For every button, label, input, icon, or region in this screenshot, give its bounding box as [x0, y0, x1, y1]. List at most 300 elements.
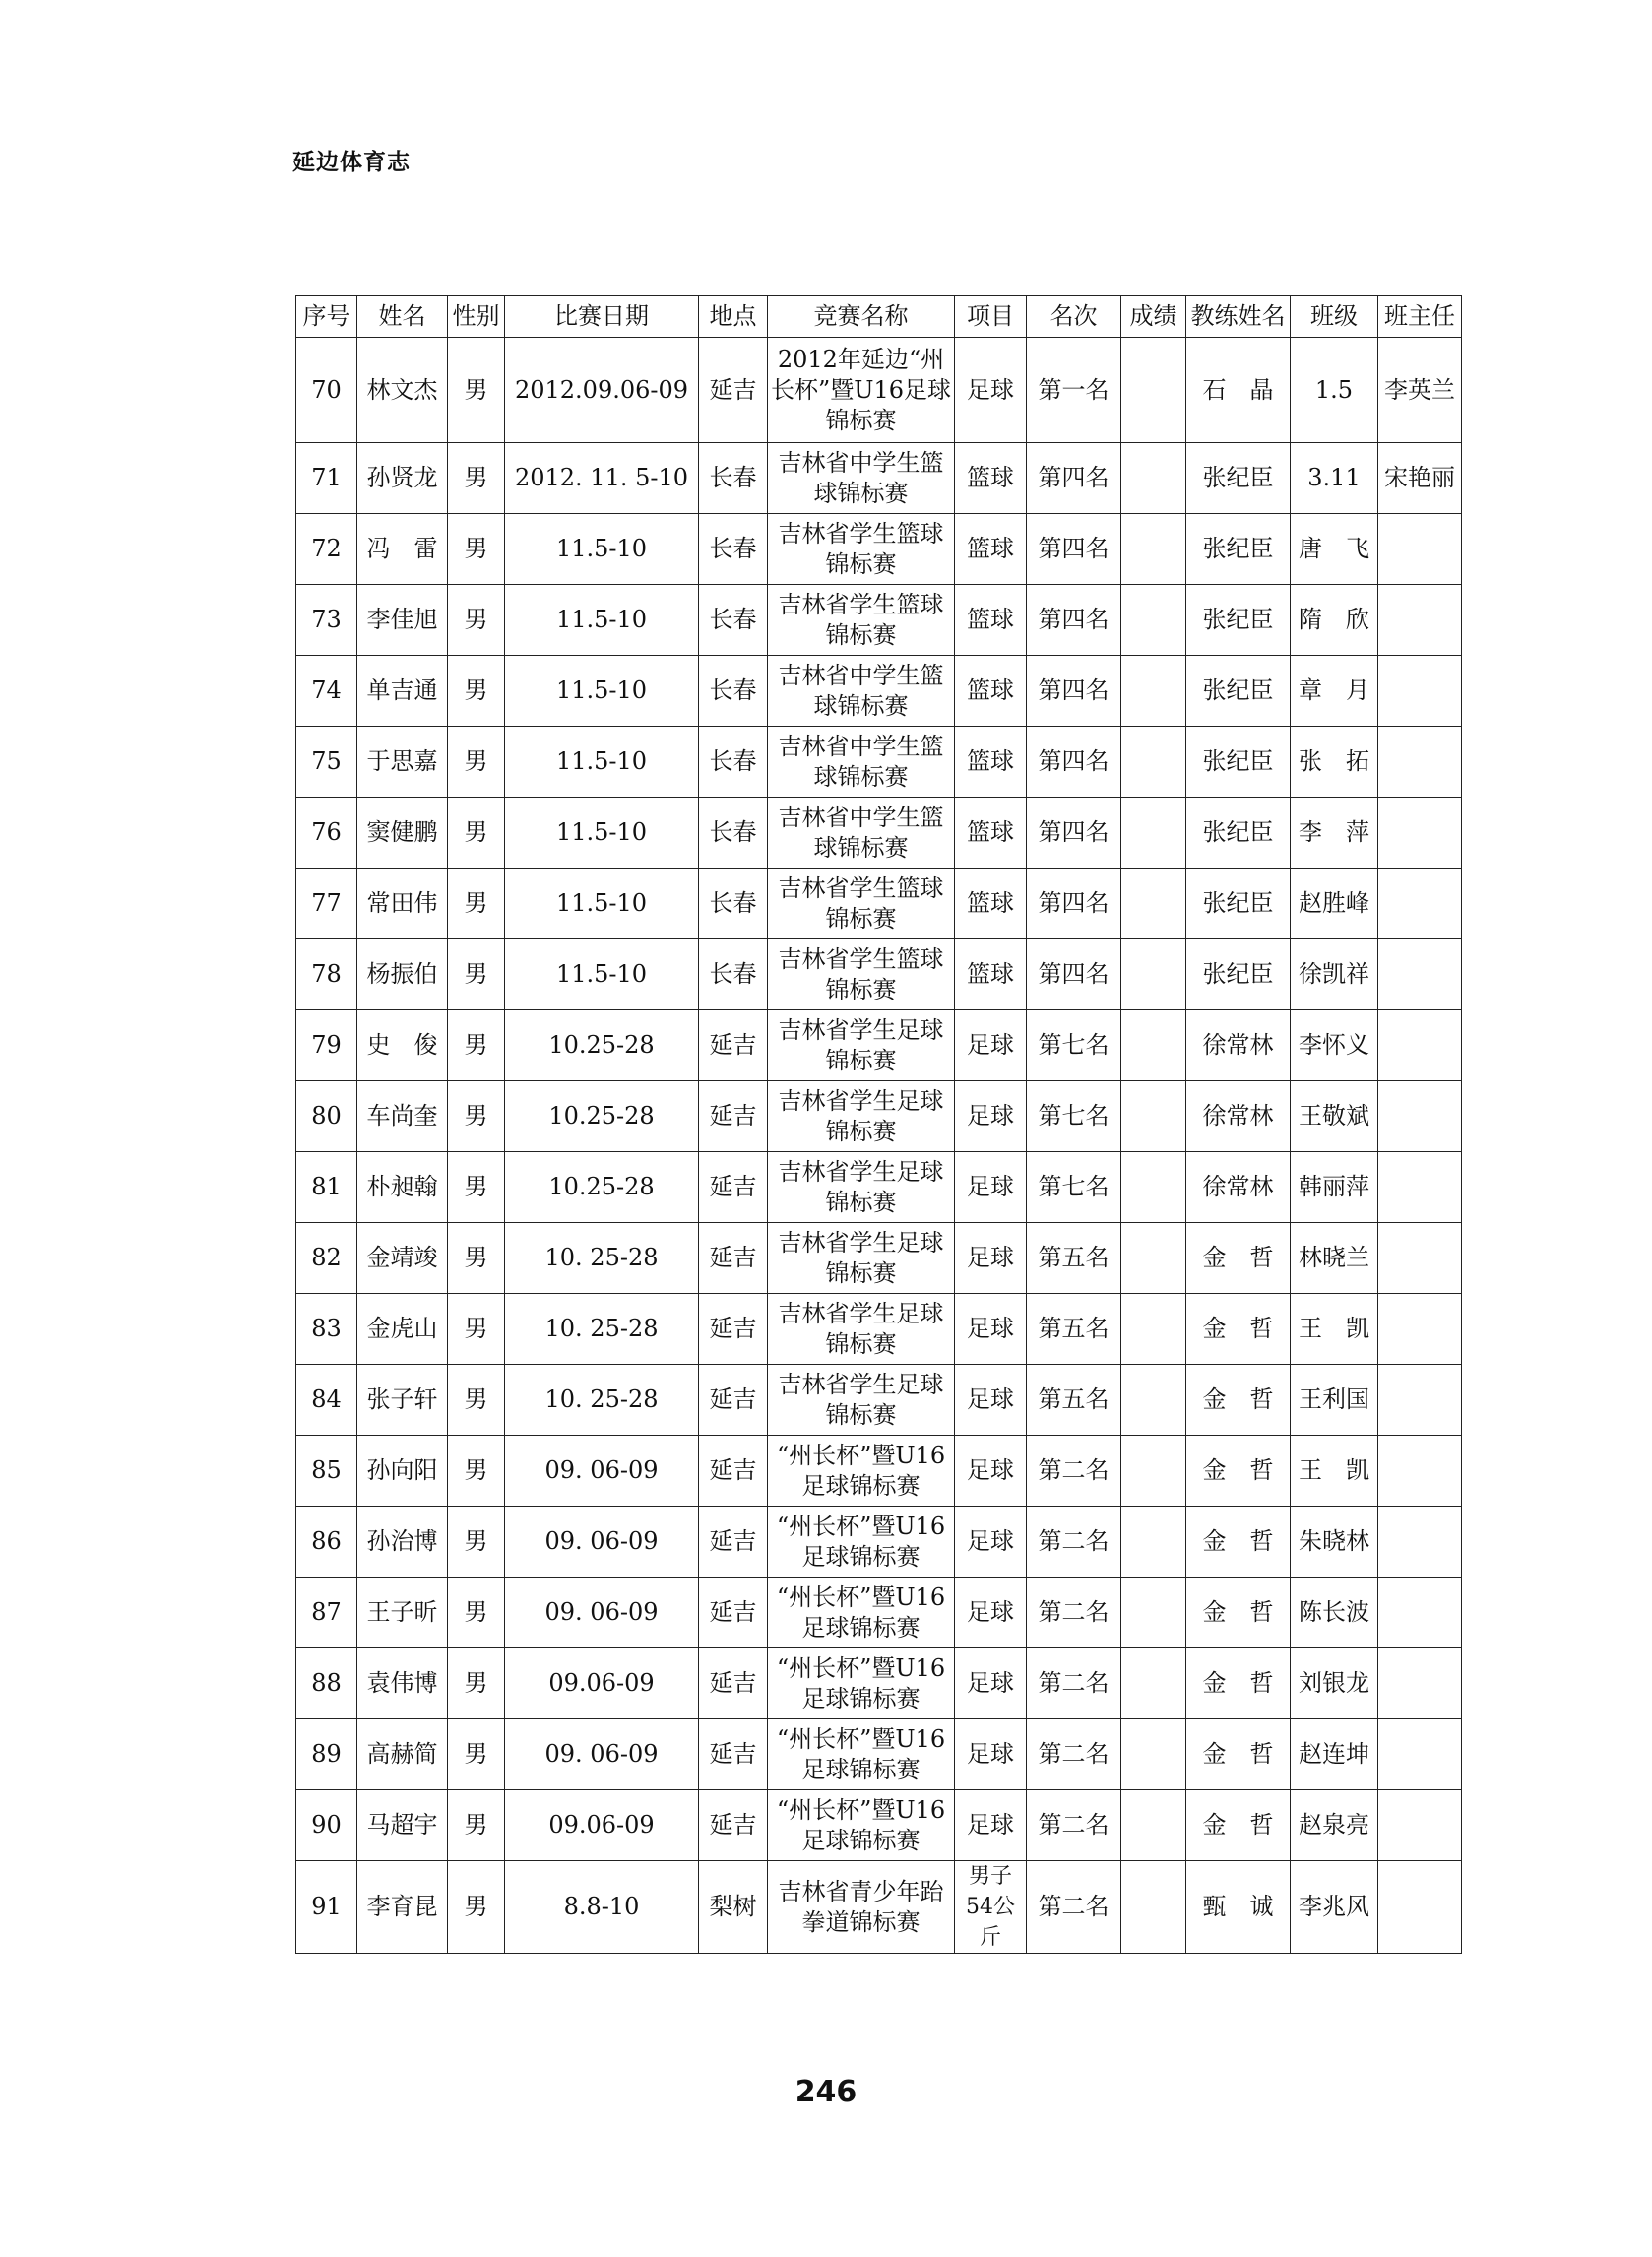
- table-row: [296, 1861, 1462, 1954]
- table-row: [296, 1152, 1462, 1223]
- cell-score: [1121, 1365, 1186, 1436]
- cell-gender: 男: [448, 443, 505, 514]
- cell-coach: 金 哲: [1186, 1365, 1291, 1436]
- cell-competition: “州长杯”暨U16足球锦标赛: [768, 1436, 955, 1507]
- cell-location: 延吉: [699, 1010, 768, 1081]
- cell-class: 王敬斌: [1291, 1081, 1378, 1152]
- cell-coach: 甄 诚: [1186, 1861, 1291, 1954]
- cell-event: 篮球: [955, 869, 1027, 939]
- table-row: [296, 727, 1462, 798]
- cell-name: 窦健鹏: [357, 798, 448, 869]
- cell-event: 篮球: [955, 585, 1027, 656]
- header-event: 项目: [955, 296, 1027, 338]
- table-header-row: [296, 296, 1462, 338]
- cell-competition: 吉林省学生篮球锦标赛: [768, 514, 955, 585]
- cell-event: 篮球: [955, 443, 1027, 514]
- cell-location: 延吉: [699, 1436, 768, 1507]
- cell-class: 刘银龙: [1291, 1648, 1378, 1719]
- cell-index: 81: [296, 1152, 357, 1223]
- cell-teacher: [1378, 1648, 1462, 1719]
- cell-rank: 第四名: [1027, 798, 1121, 869]
- table-row: [296, 1648, 1462, 1719]
- cell-class: 陈长波: [1291, 1578, 1378, 1648]
- cell-index: 91: [296, 1861, 357, 1954]
- cell-class: 王 凯: [1291, 1436, 1378, 1507]
- cell-competition: 吉林省学生足球锦标赛: [768, 1081, 955, 1152]
- cell-teacher: [1378, 1365, 1462, 1436]
- cell-competition: 吉林省中学生篮球锦标赛: [768, 798, 955, 869]
- cell-class: 赵胜峰: [1291, 869, 1378, 939]
- cell-location: 延吉: [699, 1719, 768, 1790]
- cell-score: [1121, 1861, 1186, 1954]
- cell-event: 足球: [955, 338, 1027, 443]
- cell-name: 孙治博: [357, 1507, 448, 1578]
- table-row: [296, 656, 1462, 727]
- cell-coach: 石 晶: [1186, 338, 1291, 443]
- header-location: 地点: [699, 296, 768, 338]
- cell-date: 09. 06-09: [505, 1719, 699, 1790]
- cell-rank: 第七名: [1027, 1081, 1121, 1152]
- cell-index: 70: [296, 338, 357, 443]
- cell-name: 冯 雷: [357, 514, 448, 585]
- cell-coach: 金 哲: [1186, 1578, 1291, 1648]
- cell-teacher: [1378, 939, 1462, 1010]
- cell-class: 3.11: [1291, 443, 1378, 514]
- cell-event: 足球: [955, 1010, 1027, 1081]
- cell-rank: 第五名: [1027, 1223, 1121, 1294]
- cell-competition: 吉林省中学生篮球锦标赛: [768, 727, 955, 798]
- cell-date: 2012.09.06-09: [505, 338, 699, 443]
- cell-class: 李怀义: [1291, 1010, 1378, 1081]
- cell-score: [1121, 1294, 1186, 1365]
- cell-location: 延吉: [699, 1223, 768, 1294]
- cell-name: 杨振伯: [357, 939, 448, 1010]
- cell-rank: 第二名: [1027, 1790, 1121, 1861]
- cell-name: 李佳旭: [357, 585, 448, 656]
- cell-coach: 金 哲: [1186, 1790, 1291, 1861]
- cell-score: [1121, 443, 1186, 514]
- cell-date: 11.5-10: [505, 727, 699, 798]
- cell-score: [1121, 1507, 1186, 1578]
- cell-competition: 吉林省学生足球锦标赛: [768, 1294, 955, 1365]
- cell-gender: 男: [448, 656, 505, 727]
- header-index: 序号: [296, 296, 357, 338]
- cell-teacher: [1378, 1081, 1462, 1152]
- cell-teacher: 宋艳丽: [1378, 443, 1462, 514]
- cell-rank: 第四名: [1027, 585, 1121, 656]
- cell-date: 11.5-10: [505, 939, 699, 1010]
- cell-date: 2012. 11. 5-10: [505, 443, 699, 514]
- cell-event: 篮球: [955, 727, 1027, 798]
- cell-event: 篮球: [955, 656, 1027, 727]
- cell-index: 75: [296, 727, 357, 798]
- cell-score: [1121, 1152, 1186, 1223]
- cell-gender: 男: [448, 1223, 505, 1294]
- cell-name: 马超宇: [357, 1790, 448, 1861]
- cell-name: 车尚奎: [357, 1081, 448, 1152]
- cell-score: [1121, 656, 1186, 727]
- cell-competition: 吉林省青少年跆拳道锦标赛: [768, 1861, 955, 1954]
- cell-gender: 男: [448, 1436, 505, 1507]
- cell-score: [1121, 939, 1186, 1010]
- table-row: [296, 1365, 1462, 1436]
- cell-competition: 吉林省中学生篮球锦标赛: [768, 656, 955, 727]
- cell-class: 章 月: [1291, 656, 1378, 727]
- table-row: [296, 1294, 1462, 1365]
- cell-gender: 男: [448, 1365, 505, 1436]
- cell-rank: 第七名: [1027, 1152, 1121, 1223]
- cell-gender: 男: [448, 585, 505, 656]
- cell-coach: 徐常林: [1186, 1152, 1291, 1223]
- cell-index: 71: [296, 443, 357, 514]
- cell-score: [1121, 798, 1186, 869]
- cell-index: 88: [296, 1648, 357, 1719]
- cell-teacher: [1378, 727, 1462, 798]
- cell-event: 足球: [955, 1648, 1027, 1719]
- cell-date: 09. 06-09: [505, 1578, 699, 1648]
- cell-name: 单吉通: [357, 656, 448, 727]
- cell-teacher: [1378, 1719, 1462, 1790]
- cell-score: [1121, 585, 1186, 656]
- cell-competition: 吉林省学生足球锦标赛: [768, 1010, 955, 1081]
- cell-rank: 第四名: [1027, 939, 1121, 1010]
- cell-name: 孙贤龙: [357, 443, 448, 514]
- table-row: [296, 1719, 1462, 1790]
- cell-location: 长春: [699, 585, 768, 656]
- cell-teacher: [1378, 1790, 1462, 1861]
- cell-index: 79: [296, 1010, 357, 1081]
- cell-gender: 男: [448, 514, 505, 585]
- running-head: 延边体育志: [292, 150, 411, 175]
- cell-location: 延吉: [699, 1507, 768, 1578]
- cell-teacher: [1378, 585, 1462, 656]
- cell-competition: 2012年延边“州长杯”暨U16足球锦标赛: [768, 338, 955, 443]
- cell-gender: 男: [448, 1719, 505, 1790]
- cell-event: 男子54公斤: [955, 1861, 1027, 1954]
- cell-rank: 第二名: [1027, 1648, 1121, 1719]
- cell-coach: 张纪臣: [1186, 585, 1291, 656]
- cell-competition: “州长杯”暨U16足球锦标赛: [768, 1719, 955, 1790]
- cell-rank: 第四名: [1027, 727, 1121, 798]
- header-rank: 名次: [1027, 296, 1121, 338]
- table-row: [296, 939, 1462, 1010]
- cell-teacher: [1378, 1578, 1462, 1648]
- cell-class: 朱晓林: [1291, 1507, 1378, 1578]
- cell-date: 09. 06-09: [505, 1436, 699, 1507]
- cell-location: 延吉: [699, 1294, 768, 1365]
- cell-teacher: [1378, 869, 1462, 939]
- cell-rank: 第四名: [1027, 514, 1121, 585]
- cell-event: 足球: [955, 1294, 1027, 1365]
- cell-name: 王子昕: [357, 1578, 448, 1648]
- table-body: [296, 338, 1462, 1954]
- cell-competition: “州长杯”暨U16足球锦标赛: [768, 1578, 955, 1648]
- cell-rank: 第五名: [1027, 1294, 1121, 1365]
- cell-rank: 第二名: [1027, 1436, 1121, 1507]
- cell-score: [1121, 338, 1186, 443]
- cell-date: 11.5-10: [505, 869, 699, 939]
- cell-competition: 吉林省中学生篮球锦标赛: [768, 443, 955, 514]
- cell-index: 74: [296, 656, 357, 727]
- header-class: 班级: [1291, 296, 1378, 338]
- cell-index: 90: [296, 1790, 357, 1861]
- page-number: 246: [794, 2075, 858, 2109]
- cell-location: 延吉: [699, 1790, 768, 1861]
- cell-name: 朴昶翰: [357, 1152, 448, 1223]
- cell-class: 赵泉亮: [1291, 1790, 1378, 1861]
- cell-index: 76: [296, 798, 357, 869]
- cell-score: [1121, 1010, 1186, 1081]
- cell-competition: 吉林省学生足球锦标赛: [768, 1152, 955, 1223]
- cell-date: 11.5-10: [505, 514, 699, 585]
- cell-date: 10. 25-28: [505, 1294, 699, 1365]
- cell-name: 李育昆: [357, 1861, 448, 1954]
- cell-location: 延吉: [699, 1152, 768, 1223]
- cell-index: 85: [296, 1436, 357, 1507]
- cell-class: 唐 飞: [1291, 514, 1378, 585]
- cell-rank: 第二名: [1027, 1578, 1121, 1648]
- cell-class: 李兆风: [1291, 1861, 1378, 1954]
- cell-location: 梨树: [699, 1861, 768, 1954]
- cell-date: 11.5-10: [505, 585, 699, 656]
- cell-event: 足球: [955, 1223, 1027, 1294]
- cell-score: [1121, 727, 1186, 798]
- cell-rank: 第五名: [1027, 1365, 1121, 1436]
- cell-gender: 男: [448, 1861, 505, 1954]
- cell-index: 86: [296, 1507, 357, 1578]
- table-row: [296, 338, 1462, 443]
- cell-coach: 金 哲: [1186, 1294, 1291, 1365]
- cell-class: 隋 欣: [1291, 585, 1378, 656]
- cell-location: 长春: [699, 656, 768, 727]
- cell-gender: 男: [448, 939, 505, 1010]
- cell-date: 10.25-28: [505, 1152, 699, 1223]
- cell-location: 长春: [699, 798, 768, 869]
- cell-date: 09.06-09: [505, 1790, 699, 1861]
- cell-competition: “州长杯”暨U16足球锦标赛: [768, 1790, 955, 1861]
- cell-rank: 第二名: [1027, 1719, 1121, 1790]
- cell-coach: 张纪臣: [1186, 514, 1291, 585]
- cell-rank: 第四名: [1027, 656, 1121, 727]
- cell-location: 长春: [699, 443, 768, 514]
- cell-teacher: [1378, 1294, 1462, 1365]
- table-row: [296, 1790, 1462, 1861]
- cell-location: 长春: [699, 939, 768, 1010]
- table-row: [296, 1081, 1462, 1152]
- header-score: 成绩: [1121, 296, 1186, 338]
- cell-event: 足球: [955, 1578, 1027, 1648]
- cell-name: 孙向阳: [357, 1436, 448, 1507]
- cell-name: 史 俊: [357, 1010, 448, 1081]
- cell-teacher: 李英兰: [1378, 338, 1462, 443]
- cell-name: 张子轩: [357, 1365, 448, 1436]
- cell-class: 林晓兰: [1291, 1223, 1378, 1294]
- cell-teacher: [1378, 1152, 1462, 1223]
- cell-gender: 男: [448, 1152, 505, 1223]
- header-name: 姓名: [357, 296, 448, 338]
- cell-event: 足球: [955, 1152, 1027, 1223]
- cell-coach: 徐常林: [1186, 1010, 1291, 1081]
- cell-name: 袁伟博: [357, 1648, 448, 1719]
- cell-event: 篮球: [955, 514, 1027, 585]
- cell-index: 72: [296, 514, 357, 585]
- cell-teacher: [1378, 514, 1462, 585]
- cell-coach: 张纪臣: [1186, 443, 1291, 514]
- cell-coach: 张纪臣: [1186, 798, 1291, 869]
- cell-event: 篮球: [955, 939, 1027, 1010]
- cell-coach: 张纪臣: [1186, 939, 1291, 1010]
- header-competition: 竞赛名称: [768, 296, 955, 338]
- cell-name: 林文杰: [357, 338, 448, 443]
- cell-location: 延吉: [699, 1648, 768, 1719]
- cell-gender: 男: [448, 798, 505, 869]
- cell-competition: 吉林省学生足球锦标赛: [768, 1365, 955, 1436]
- cell-score: [1121, 1719, 1186, 1790]
- cell-competition: “州长杯”暨U16足球锦标赛: [768, 1648, 955, 1719]
- cell-score: [1121, 1790, 1186, 1861]
- cell-index: 82: [296, 1223, 357, 1294]
- cell-class: 徐凯祥: [1291, 939, 1378, 1010]
- cell-event: 足球: [955, 1507, 1027, 1578]
- cell-coach: 金 哲: [1186, 1436, 1291, 1507]
- table-row: [296, 585, 1462, 656]
- cell-score: [1121, 1648, 1186, 1719]
- cell-coach: 金 哲: [1186, 1223, 1291, 1294]
- cell-gender: 男: [448, 338, 505, 443]
- table-row: [296, 443, 1462, 514]
- cell-event: 篮球: [955, 798, 1027, 869]
- cell-teacher: [1378, 1507, 1462, 1578]
- cell-date: 10.25-28: [505, 1010, 699, 1081]
- cell-name: 于思嘉: [357, 727, 448, 798]
- cell-score: [1121, 1578, 1186, 1648]
- cell-coach: 张纪臣: [1186, 727, 1291, 798]
- cell-competition: 吉林省学生篮球锦标赛: [768, 869, 955, 939]
- cell-index: 83: [296, 1294, 357, 1365]
- cell-score: [1121, 1436, 1186, 1507]
- cell-rank: 第七名: [1027, 1010, 1121, 1081]
- cell-event: 足球: [955, 1436, 1027, 1507]
- cell-competition: “州长杯”暨U16足球锦标赛: [768, 1507, 955, 1578]
- cell-teacher: [1378, 1436, 1462, 1507]
- cell-date: 10. 25-28: [505, 1365, 699, 1436]
- cell-coach: 张纪臣: [1186, 656, 1291, 727]
- cell-score: [1121, 869, 1186, 939]
- cell-class: 王 凯: [1291, 1294, 1378, 1365]
- cell-location: 长春: [699, 869, 768, 939]
- cell-name: 金虎山: [357, 1294, 448, 1365]
- header-teacher: 班主任: [1378, 296, 1462, 338]
- cell-coach: 金 哲: [1186, 1507, 1291, 1578]
- cell-rank: 第四名: [1027, 869, 1121, 939]
- cell-location: 延吉: [699, 1365, 768, 1436]
- cell-location: 延吉: [699, 1578, 768, 1648]
- table-row: [296, 1010, 1462, 1081]
- cell-gender: 男: [448, 1081, 505, 1152]
- cell-event: 足球: [955, 1719, 1027, 1790]
- cell-class: 韩丽萍: [1291, 1152, 1378, 1223]
- cell-teacher: [1378, 656, 1462, 727]
- cell-gender: 男: [448, 1648, 505, 1719]
- cell-teacher: [1378, 1861, 1462, 1954]
- cell-class: 王利国: [1291, 1365, 1378, 1436]
- table-row: [296, 869, 1462, 939]
- header-coach: 教练姓名: [1186, 296, 1291, 338]
- cell-competition: 吉林省学生篮球锦标赛: [768, 939, 955, 1010]
- table-row: [296, 798, 1462, 869]
- results-table: [295, 295, 1462, 1954]
- cell-index: 89: [296, 1719, 357, 1790]
- cell-index: 80: [296, 1081, 357, 1152]
- cell-index: 87: [296, 1578, 357, 1648]
- cell-rank: 第二名: [1027, 1507, 1121, 1578]
- cell-name: 常田伟: [357, 869, 448, 939]
- cell-gender: 男: [448, 1790, 505, 1861]
- cell-rank: 第一名: [1027, 338, 1121, 443]
- cell-date: 09.06-09: [505, 1648, 699, 1719]
- cell-coach: 徐常林: [1186, 1081, 1291, 1152]
- header-gender: 性别: [448, 296, 505, 338]
- cell-rank: 第四名: [1027, 443, 1121, 514]
- cell-teacher: [1378, 1010, 1462, 1081]
- cell-gender: 男: [448, 1578, 505, 1648]
- cell-event: 足球: [955, 1365, 1027, 1436]
- cell-index: 73: [296, 585, 357, 656]
- table-row: [296, 1436, 1462, 1507]
- table-row: [296, 1223, 1462, 1294]
- cell-score: [1121, 514, 1186, 585]
- cell-competition: 吉林省学生足球锦标赛: [768, 1223, 955, 1294]
- cell-class: 赵连坤: [1291, 1719, 1378, 1790]
- cell-location: 延吉: [699, 338, 768, 443]
- cell-date: 10. 25-28: [505, 1223, 699, 1294]
- cell-coach: 张纪臣: [1186, 869, 1291, 939]
- cell-name: 高赫简: [357, 1719, 448, 1790]
- cell-name: 金靖竣: [357, 1223, 448, 1294]
- cell-class: 张 拓: [1291, 727, 1378, 798]
- cell-coach: 金 哲: [1186, 1719, 1291, 1790]
- cell-gender: 男: [448, 1294, 505, 1365]
- cell-class: 李 萍: [1291, 798, 1378, 869]
- cell-rank: 第二名: [1027, 1861, 1121, 1954]
- table-row: [296, 1507, 1462, 1578]
- cell-competition: 吉林省学生篮球锦标赛: [768, 585, 955, 656]
- cell-index: 77: [296, 869, 357, 939]
- cell-event: 足球: [955, 1790, 1027, 1861]
- cell-gender: 男: [448, 727, 505, 798]
- cell-date: 10.25-28: [505, 1081, 699, 1152]
- cell-event: 足球: [955, 1081, 1027, 1152]
- cell-location: 延吉: [699, 1081, 768, 1152]
- cell-date: 11.5-10: [505, 656, 699, 727]
- cell-score: [1121, 1223, 1186, 1294]
- header-date: 比赛日期: [505, 296, 699, 338]
- cell-index: 84: [296, 1365, 357, 1436]
- cell-gender: 男: [448, 1010, 505, 1081]
- cell-score: [1121, 1081, 1186, 1152]
- cell-teacher: [1378, 798, 1462, 869]
- cell-coach: 金 哲: [1186, 1648, 1291, 1719]
- table-row: [296, 1578, 1462, 1648]
- cell-index: 78: [296, 939, 357, 1010]
- cell-date: 11.5-10: [505, 798, 699, 869]
- cell-location: 长春: [699, 514, 768, 585]
- cell-gender: 男: [448, 1507, 505, 1578]
- cell-date: 8.8-10: [505, 1861, 699, 1954]
- cell-teacher: [1378, 1223, 1462, 1294]
- cell-gender: 男: [448, 869, 505, 939]
- cell-class: 1.5: [1291, 338, 1378, 443]
